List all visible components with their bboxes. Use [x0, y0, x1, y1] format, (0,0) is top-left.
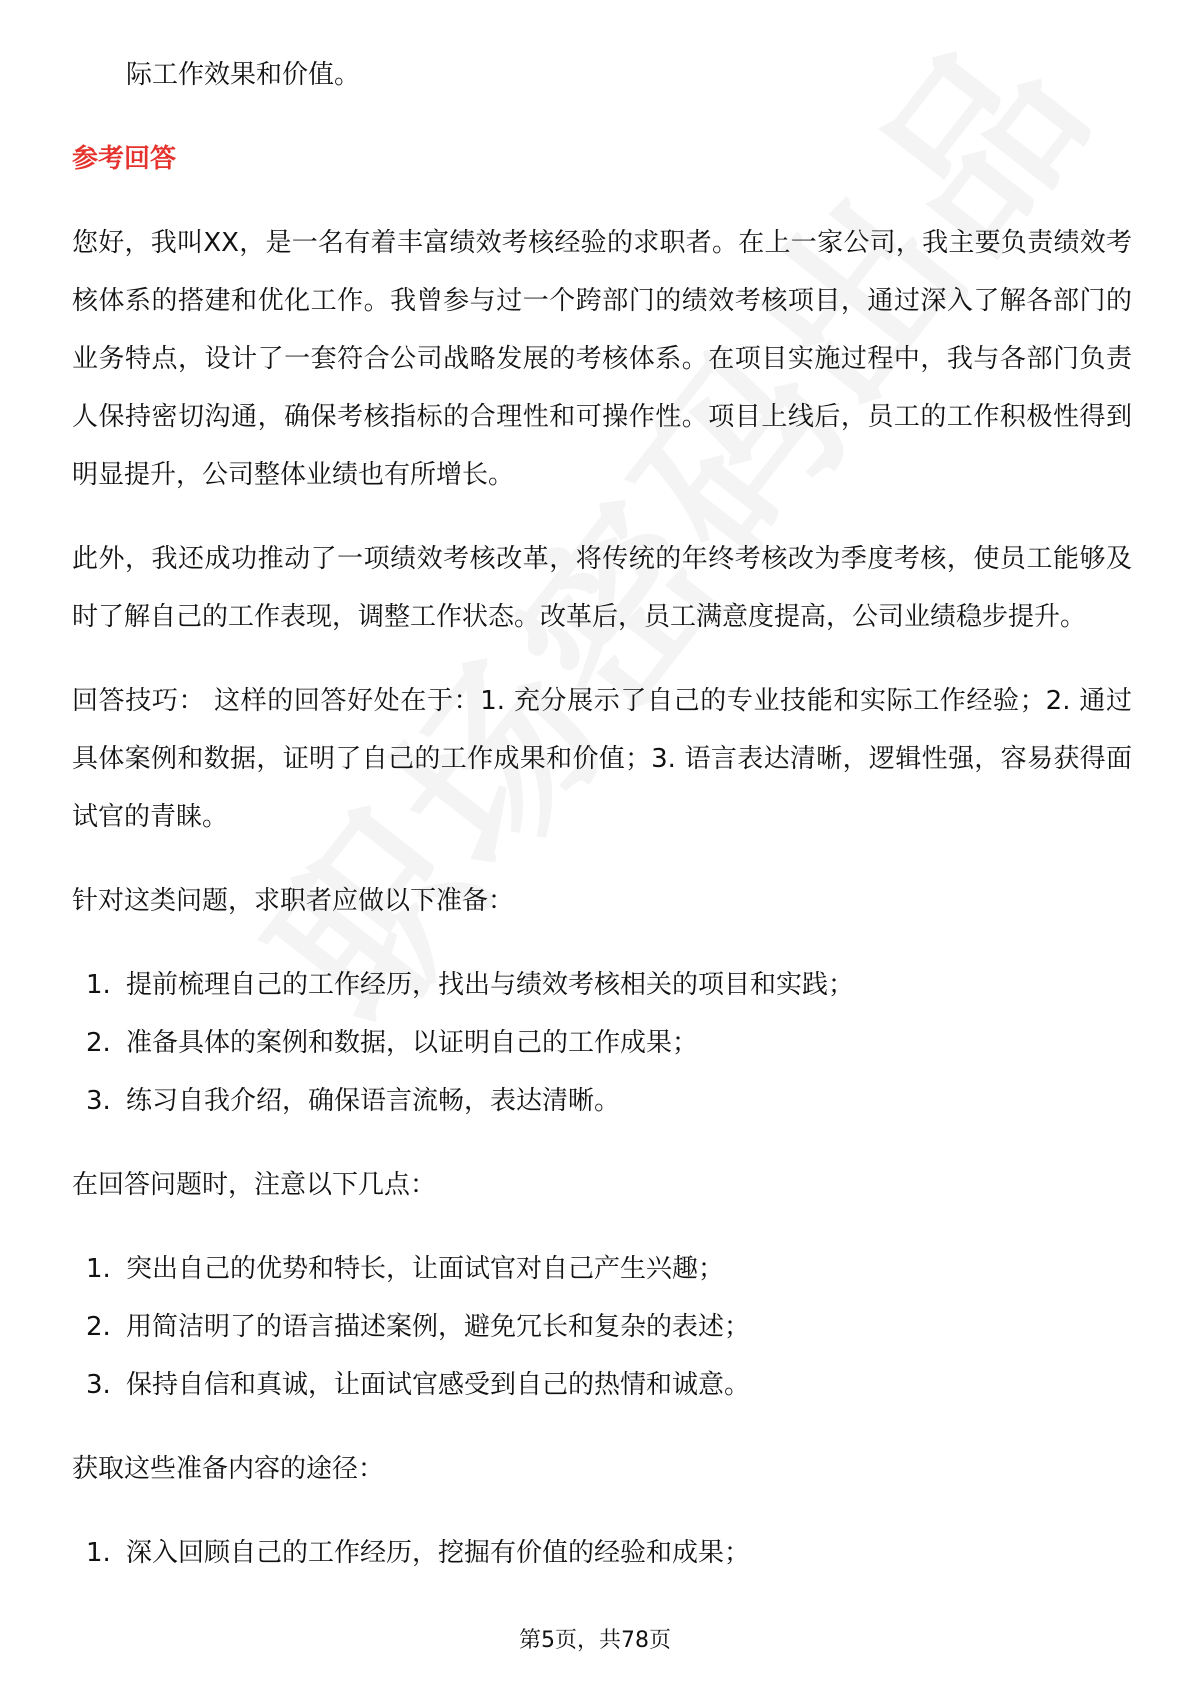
- prep-intro: 针对这类问题，求职者应做以下准备：: [72, 886, 515, 916]
- list-item-text: 准备具体的案例和数据，以证明自己的工作成果；: [126, 1028, 699, 1058]
- list-item-number: 1.: [86, 1254, 111, 1284]
- continued-text: 际工作效果和价值。: [126, 60, 361, 90]
- answer-tips-paragraph: 回答技巧： 这样的回答好处在于：1. 充分展示了自己的专业技能和实际工作经验；2. 通过具体案例和数据，证明了自己的工作成果和价值；3. 语言表达清晰，逻辑性强，容易获得面试官的青睐。: [72, 686, 1132, 832]
- answer-paragraph-2: 此外，我还成功推动了一项绩效考核改革，将传统的年终考核改为季度考核，使员工能够及时了解自己的工作表现，调整工作状态。改革后，员工满意度提高，公司业绩稳步提升。: [72, 544, 1132, 632]
- list-item: [72, 1072, 1132, 1130]
- list-item-number: 1.: [86, 970, 111, 1000]
- list-item-text: 练习自我介绍，确保语言流畅，表达清晰。: [126, 1086, 621, 1116]
- list-item: [72, 1298, 1132, 1356]
- list-item-text: 用简洁明了的语言描述案例，避免冗长和复杂的表述；: [126, 1312, 751, 1342]
- attention-intro: 在回答问题时，注意以下几点：: [72, 1170, 437, 1200]
- list-item: [72, 1014, 1132, 1072]
- list-item-text: 保持自信和真诚，让面试官感受到自己的热情和诚意。: [126, 1370, 751, 1400]
- sources-intro: 获取这些准备内容的途径：: [72, 1454, 385, 1484]
- sources-list: [72, 1524, 1132, 1582]
- list-item-number: 3.: [86, 1370, 111, 1400]
- page-content: [72, 46, 1132, 1608]
- list-item: [72, 1356, 1132, 1414]
- list-item-number: 1.: [86, 1538, 111, 1568]
- attention-list: [72, 1240, 1132, 1414]
- list-item-number: 3.: [86, 1086, 111, 1116]
- list-item-number: 2.: [86, 1312, 111, 1342]
- section-title: 参考回答: [72, 144, 177, 174]
- list-item: [72, 1240, 1132, 1298]
- list-item: [72, 1524, 1132, 1582]
- page-number-footer: 第5页，共78页: [519, 1628, 671, 1653]
- list-item-text: 突出自己的优势和特长，让面试官对自己产生兴趣；: [126, 1254, 725, 1284]
- list-item-number: 2.: [86, 1028, 111, 1058]
- list-item-text: 提前梳理自己的工作经历，找出与绩效考核相关的项目和实践；: [126, 970, 855, 1000]
- list-item-text: 深入回顾自己的工作经历，挖掘有价值的经验和成果；: [126, 1538, 751, 1568]
- prep-list: [72, 956, 1132, 1130]
- list-item: [72, 956, 1132, 1014]
- answer-paragraph-1: 您好，我叫XX，是一名有着丰富绩效考核经验的求职者。在上一家公司，我主要负责绩效考核体系的搭建和优化工作。我曾参与过一个跨部门的绩效考核项目，通过深入了解各部门的业务特点，设计了一套符合公司战略发展的考核体系。在项目实施过程中，我与各部门负责人保持密切沟通，确保考核指标的合理性和可操作性。项目上线后，员工的工作积极性得到明显提升，公司整体业绩也有所增长。: [72, 228, 1132, 490]
